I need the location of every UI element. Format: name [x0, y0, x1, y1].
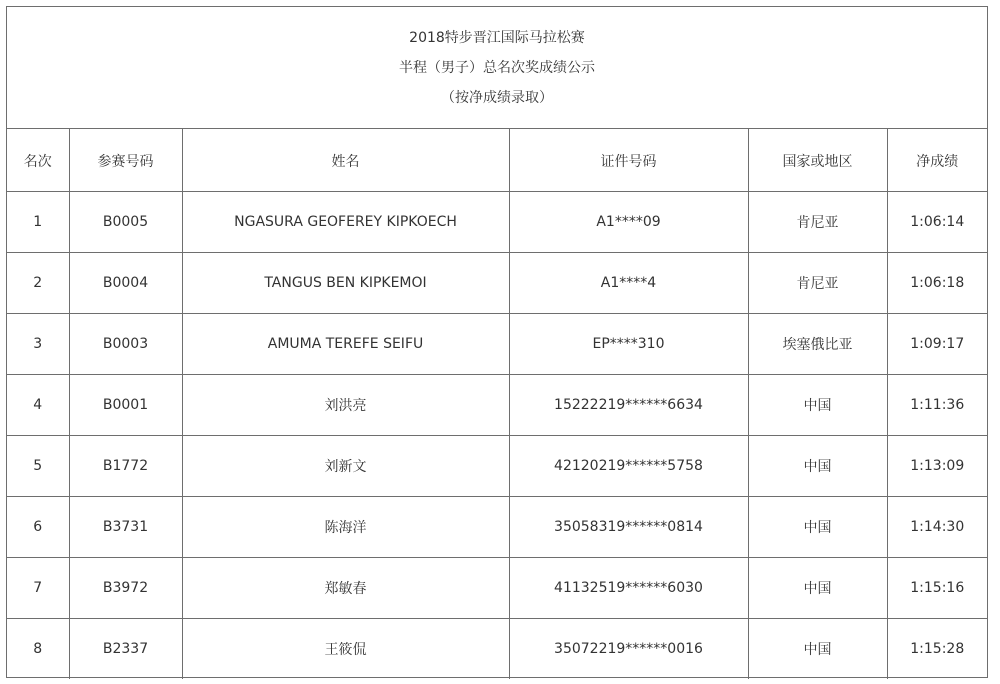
cell-id-number: EP****310 — [509, 313, 748, 374]
cell-net-time: 1:09:17 — [887, 313, 987, 374]
cell-country: 中国 — [748, 496, 887, 557]
cell-rank: 8 — [7, 618, 69, 679]
ranking-note: （按净成绩录取） — [441, 89, 553, 106]
results-table — [7, 129, 987, 679]
cell-id-number: 35072219******0016 — [509, 618, 748, 679]
cell-net-time: 1:06:18 — [887, 252, 987, 313]
cell-name: 刘洪亮 — [182, 374, 509, 435]
title-block — [7, 7, 987, 129]
table-row — [7, 618, 987, 679]
cell-id-number: 35058319******0814 — [509, 496, 748, 557]
cell-bib: B3972 — [69, 557, 182, 618]
cell-rank: 4 — [7, 374, 69, 435]
table-row — [7, 435, 987, 496]
cell-country: 肯尼亚 — [748, 252, 887, 313]
cell-net-time: 1:06:14 — [887, 191, 987, 252]
header-name: 姓名 — [182, 129, 509, 191]
cell-name: 郑敏春 — [182, 557, 509, 618]
cell-country: 中国 — [748, 374, 887, 435]
cell-id-number: 41132519******6030 — [509, 557, 748, 618]
cell-bib: B2337 — [69, 618, 182, 679]
cell-bib: B1772 — [69, 435, 182, 496]
cell-bib: B3731 — [69, 496, 182, 557]
table-row — [7, 191, 987, 252]
table-row — [7, 374, 987, 435]
cell-name: 王筱侃 — [182, 618, 509, 679]
cell-id-number: A1****09 — [509, 191, 748, 252]
cell-rank: 2 — [7, 252, 69, 313]
event-title: 2018特步晋江国际马拉松赛 — [409, 29, 585, 46]
header-country: 国家或地区 — [748, 129, 887, 191]
cell-name: NGASURA GEOFEREY KIPKOECH — [182, 191, 509, 252]
cell-country: 中国 — [748, 618, 887, 679]
cell-rank: 3 — [7, 313, 69, 374]
cell-rank: 6 — [7, 496, 69, 557]
cell-country: 中国 — [748, 435, 887, 496]
cell-net-time: 1:15:16 — [887, 557, 987, 618]
cell-id-number: 42120219******5758 — [509, 435, 748, 496]
results-sheet — [6, 6, 988, 678]
cell-country: 肯尼亚 — [748, 191, 887, 252]
cell-name: 刘新文 — [182, 435, 509, 496]
cell-rank: 5 — [7, 435, 69, 496]
cell-name: AMUMA TEREFE SEIFU — [182, 313, 509, 374]
cell-name: TANGUS BEN KIPKEMOI — [182, 252, 509, 313]
cell-net-time: 1:14:30 — [887, 496, 987, 557]
header-row — [7, 129, 987, 191]
cell-id-number: A1****4 — [509, 252, 748, 313]
cell-net-time: 1:11:36 — [887, 374, 987, 435]
cell-id-number: 15222219******6634 — [509, 374, 748, 435]
table-row — [7, 313, 987, 374]
cell-rank: 7 — [7, 557, 69, 618]
cell-rank: 1 — [7, 191, 69, 252]
header-id-number: 证件号码 — [509, 129, 748, 191]
table-row — [7, 496, 987, 557]
cell-country: 中国 — [748, 557, 887, 618]
header-rank: 名次 — [7, 129, 69, 191]
table-row — [7, 557, 987, 618]
header-bib: 参赛号码 — [69, 129, 182, 191]
table-row — [7, 252, 987, 313]
cell-name: 陈海洋 — [182, 496, 509, 557]
cell-country: 埃塞俄比亚 — [748, 313, 887, 374]
cell-bib: B0003 — [69, 313, 182, 374]
category-title: 半程（男子）总名次奖成绩公示 — [399, 59, 595, 76]
header-net-time: 净成绩 — [887, 129, 987, 191]
cell-bib: B0001 — [69, 374, 182, 435]
cell-bib: B0005 — [69, 191, 182, 252]
cell-net-time: 1:15:28 — [910, 640, 965, 657]
cell-net-time: 1:13:09 — [887, 435, 987, 496]
cell-bib: B0004 — [69, 252, 182, 313]
